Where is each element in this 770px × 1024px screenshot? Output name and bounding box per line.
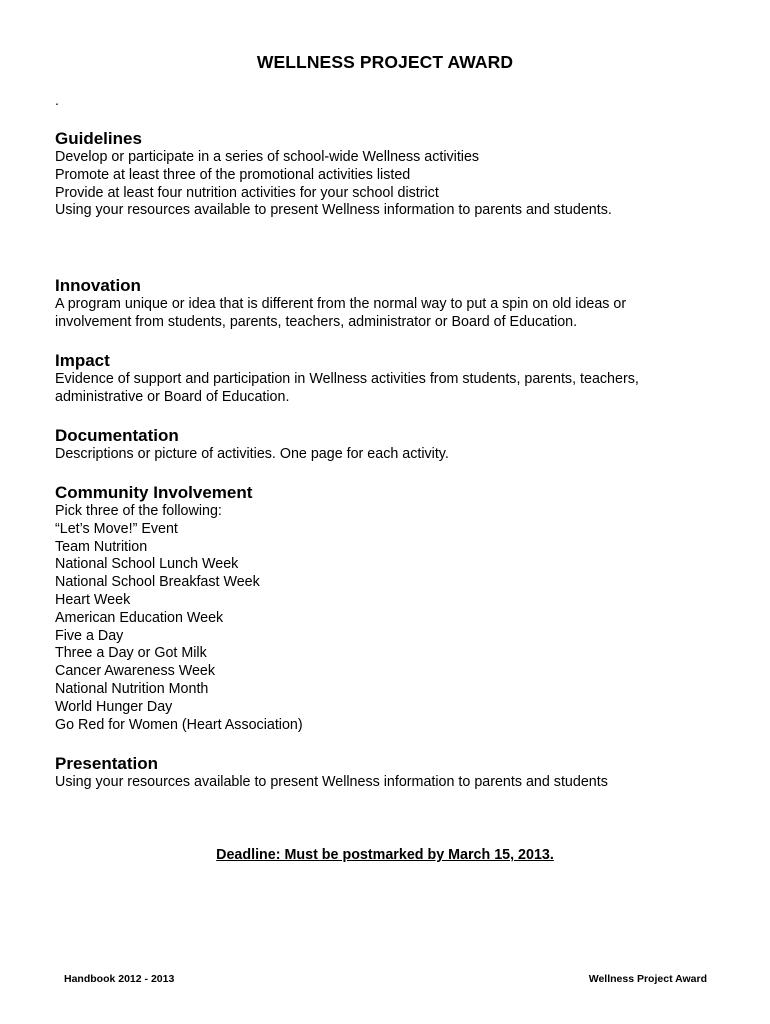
innovation-heading: Innovation (55, 276, 141, 295)
community-involvement-section (55, 483, 715, 734)
innovation-line: A program unique or idea that is different from the normal way to put a spin on old ideas or (55, 296, 627, 312)
guidelines-line: Using your resources available to present Wellness information to parents and students. (55, 202, 612, 219)
innovation-section (55, 276, 715, 332)
community-item: Go Red for Women (Heart Association) (55, 716, 303, 733)
presentation-section (55, 754, 715, 792)
documentation-section (55, 426, 715, 464)
community-item: National School Lunch Week (55, 556, 239, 573)
presentation-line: Using your resources available to present Wellness information to parents and students (55, 774, 608, 790)
community-item: Heart Week (55, 591, 131, 608)
community-item: National Nutrition Month (55, 680, 209, 697)
impact-heading: Impact (55, 351, 110, 370)
guidelines-heading: Guidelines (55, 129, 142, 148)
community-item: Team Nutrition (55, 538, 148, 555)
community-item: World Hunger Day (55, 698, 173, 715)
innovation-line: involvement from students, parents, teachers, administrator or Board of Education. (55, 313, 578, 330)
documentation-heading: Documentation (55, 426, 179, 445)
page-title: WELLNESS PROJECT AWARD (256, 52, 514, 72)
documentation-line: Descriptions or picture of activities. One page for each activity. (55, 446, 449, 462)
guidelines-line: Provide at least four nutrition activities for your school district (55, 184, 439, 201)
community-item: Three a Day or Got Milk (55, 645, 207, 662)
community-item: American Education Week (55, 609, 224, 626)
footer-handbook: Handbook 2012 - 2013 (64, 973, 175, 985)
footer-document-title: Wellness Project Award (588, 973, 707, 985)
community-intro: Pick three of the following: (55, 503, 222, 519)
community-item: Cancer Awareness Week (55, 663, 215, 680)
impact-line: administrative or Board of Education. (55, 388, 290, 405)
guidelines-line: Develop or participate in a series of school-wide Wellness activities (55, 149, 480, 165)
community-heading: Community Involvement (55, 483, 253, 502)
presentation-heading: Presentation (55, 754, 158, 773)
community-item: Five a Day (55, 627, 124, 644)
community-item: National School Breakfast Week (55, 574, 260, 591)
deadline-notice: Deadline: Must be postmarked by March 15, 2013. (216, 847, 554, 863)
impact-line: Evidence of support and participation in Wellness activities from students, parents, teachers, (55, 371, 639, 387)
impact-section (55, 351, 715, 407)
guidelines-line: Promote at least three of the promotional activities listed (55, 166, 411, 183)
stray-dot: . (55, 92, 59, 108)
guidelines-section (55, 129, 715, 220)
community-item: “Let’s Move!” Event (55, 520, 178, 537)
